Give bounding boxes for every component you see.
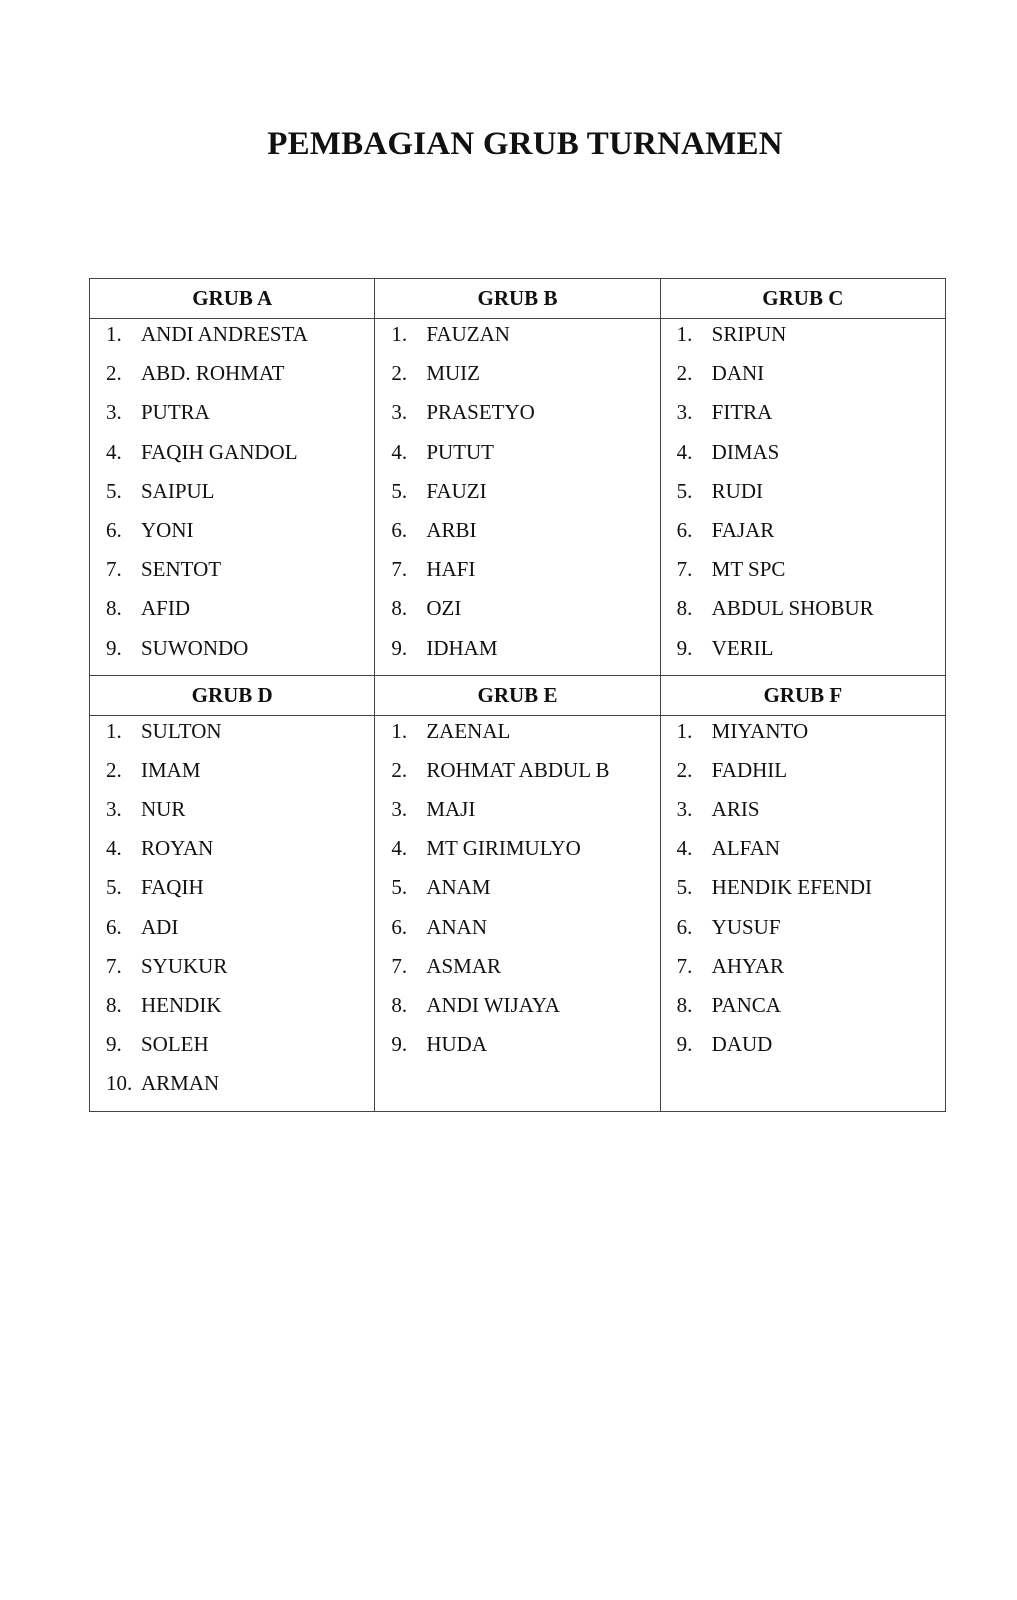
member-item [661, 476, 945, 515]
member-name: MAJI [426, 797, 476, 822]
member-name: HAFI [426, 557, 476, 582]
member-list [375, 716, 659, 1072]
member-list [661, 716, 945, 1072]
member-name: VERIL [711, 635, 774, 660]
member-item [661, 593, 945, 632]
member-item [661, 633, 945, 672]
member-list [90, 319, 374, 675]
member-item [90, 990, 374, 1029]
member-list [661, 319, 945, 675]
member-number: 1. [676, 718, 693, 743]
member-item [375, 912, 659, 951]
member-name: ASMAR [426, 953, 502, 978]
member-number: 1. [106, 322, 122, 346]
member-name: AFID [141, 596, 191, 621]
member-name: ALFAN [711, 836, 781, 861]
member-name: YONI [141, 517, 194, 542]
member-item [375, 990, 659, 1029]
member-number: 2. [391, 361, 408, 386]
member-number: 6. [391, 914, 408, 939]
group-cell [660, 715, 945, 1111]
member-name: MT SPC [711, 557, 786, 582]
member-number: 3. [106, 400, 122, 425]
member-item [661, 515, 945, 554]
member-item [90, 833, 374, 872]
member-number: 4. [106, 836, 122, 861]
member-number: 1. [391, 718, 408, 743]
member-name: IDHAM [426, 635, 498, 660]
member-number: 9. [106, 635, 122, 660]
member-number: 10. [106, 1071, 133, 1096]
member-name: DAUD [711, 1032, 773, 1057]
member-number: 7. [391, 557, 408, 582]
member-name: ARBI [426, 517, 477, 542]
member-name: FAQIH [141, 875, 204, 900]
member-number: 6. [676, 517, 693, 542]
member-name: PRASETYO [426, 400, 535, 425]
member-number: 9. [676, 635, 693, 660]
member-item [90, 593, 374, 632]
member-name: YUSUF [711, 914, 781, 939]
member-item [661, 951, 945, 990]
member-name: SULTON [141, 718, 222, 743]
member-name: PUTUT [426, 439, 494, 464]
group-cell [375, 319, 660, 676]
page-title: PEMBAGIAN GRUB TURNAMEN [267, 126, 783, 162]
member-item [90, 476, 374, 515]
group-header-row [90, 279, 946, 319]
member-number: 6. [391, 517, 408, 542]
member-item [661, 1029, 945, 1068]
member-item [90, 515, 374, 554]
member-name: MT GIRIMULYO [426, 836, 581, 861]
group-members-row [90, 715, 946, 1111]
member-item [661, 397, 945, 436]
member-number: 2. [106, 757, 122, 782]
member-item [375, 951, 659, 990]
member-item [661, 912, 945, 951]
member-name: ROYAN [141, 836, 214, 861]
member-item [661, 554, 945, 593]
member-item [90, 1029, 374, 1068]
member-number: 8. [106, 993, 122, 1017]
member-name: ABD. ROHMAT [141, 361, 285, 386]
member-item [375, 397, 659, 436]
member-name: ANDI ANDRESTA [141, 322, 308, 346]
member-number: 7. [106, 953, 122, 978]
member-name: MIYANTO [711, 718, 809, 743]
member-item [661, 716, 945, 755]
member-number: 2. [676, 361, 693, 386]
member-name: HENDIK EFENDI [711, 875, 873, 900]
member-number: 8. [676, 993, 693, 1017]
group-cell [375, 715, 660, 1111]
member-name: HENDIK [141, 993, 222, 1017]
member-name: SAIPUL [141, 478, 215, 503]
member-item [375, 593, 659, 632]
member-number: 2. [391, 757, 408, 782]
member-item [90, 1068, 374, 1107]
member-item [661, 794, 945, 833]
member-name: SOLEH [141, 1032, 209, 1057]
member-number: 2. [106, 361, 122, 386]
member-number: 4. [106, 439, 122, 464]
member-item [90, 755, 374, 794]
member-number: 4. [391, 439, 408, 464]
member-number: 5. [391, 478, 408, 503]
member-number: 5. [676, 875, 693, 900]
member-list [375, 319, 659, 675]
member-item [375, 437, 659, 476]
member-number: 6. [676, 914, 693, 939]
member-number: 3. [391, 797, 408, 822]
member-number: 8. [391, 596, 408, 621]
member-list [90, 716, 374, 1111]
member-number: 3. [391, 400, 408, 425]
member-number: 1. [676, 322, 693, 346]
member-number: 7. [676, 953, 693, 978]
group-header-row [90, 675, 946, 715]
member-name: ANAM [426, 875, 491, 900]
member-number: 2. [676, 757, 693, 782]
member-item [661, 833, 945, 872]
member-item [90, 912, 374, 951]
group-header: GRUB E [375, 675, 660, 715]
member-number: 6. [106, 517, 122, 542]
member-number: 4. [391, 836, 408, 861]
group-header: GRUB F [660, 675, 945, 715]
member-item [661, 872, 945, 911]
member-name: SUWONDO [141, 635, 249, 660]
member-item [90, 633, 374, 672]
member-name: HUDA [426, 1032, 487, 1057]
member-name: ROHMAT ABDUL B [426, 757, 610, 782]
member-item [90, 397, 374, 436]
member-name: FAQIH GANDOL [141, 439, 298, 464]
member-item [375, 716, 659, 755]
member-item [661, 990, 945, 1029]
group-header: GRUB C [660, 279, 945, 319]
group-members-row [90, 319, 946, 676]
member-item [375, 515, 659, 554]
member-name: ABDUL SHOBUR [711, 596, 874, 621]
member-item [375, 319, 659, 358]
member-name: RUDI [711, 478, 763, 503]
member-item [375, 755, 659, 794]
group-table [89, 278, 946, 1112]
member-name: PUTRA [141, 400, 210, 425]
member-item [375, 1029, 659, 1068]
group-header: GRUB B [375, 279, 660, 319]
member-item [375, 476, 659, 515]
member-number: 1. [391, 322, 408, 346]
group-cell [660, 319, 945, 676]
group-cell [90, 319, 375, 676]
member-number: 7. [391, 953, 408, 978]
member-number: 5. [391, 875, 408, 900]
member-name: SRIPUN [711, 322, 787, 346]
member-number: 7. [106, 557, 122, 582]
member-name: FADHIL [711, 757, 788, 782]
member-number: 1. [106, 718, 122, 743]
member-item [90, 437, 374, 476]
member-item [90, 319, 374, 358]
member-name: MUIZ [426, 361, 480, 386]
member-number: 9. [391, 1032, 408, 1057]
member-name: ANAN [426, 914, 487, 939]
member-item [661, 358, 945, 397]
member-name: ADI [141, 914, 179, 939]
member-name: ARIS [711, 797, 760, 822]
member-number: 8. [676, 596, 693, 621]
member-number: 6. [106, 914, 122, 939]
member-number: 8. [106, 596, 122, 621]
member-item [661, 319, 945, 358]
member-number: 4. [676, 439, 693, 464]
member-item [90, 951, 374, 990]
member-number: 4. [676, 836, 693, 861]
member-item [375, 794, 659, 833]
member-number: 3. [676, 797, 693, 822]
member-name: SYUKUR [141, 953, 228, 978]
member-name: PANCA [711, 993, 781, 1017]
member-item [90, 872, 374, 911]
member-name: FAUZI [426, 478, 487, 503]
member-name: IMAM [141, 757, 201, 782]
member-number: 7. [676, 557, 693, 582]
member-name: ARMAN [141, 1071, 220, 1096]
member-number: 3. [106, 797, 122, 822]
member-name: AHYAR [711, 953, 784, 978]
member-item [375, 872, 659, 911]
member-item [90, 554, 374, 593]
member-name: ANDI WIJAYA [426, 993, 560, 1017]
member-number: 9. [676, 1032, 693, 1057]
member-item [90, 716, 374, 755]
member-number: 5. [106, 478, 122, 503]
member-item [661, 755, 945, 794]
member-name: FITRA [711, 400, 773, 425]
member-item [661, 437, 945, 476]
member-name: NUR [141, 797, 186, 822]
member-number: 5. [676, 478, 693, 503]
member-number: 8. [391, 993, 408, 1017]
member-number: 5. [106, 875, 122, 900]
member-item [375, 833, 659, 872]
member-item [375, 358, 659, 397]
member-item [90, 358, 374, 397]
member-number: 3. [676, 400, 693, 425]
member-item [375, 554, 659, 593]
member-name: ZAENAL [426, 718, 511, 743]
member-name: DANI [711, 361, 765, 386]
member-number: 9. [391, 635, 408, 660]
member-name: FAUZAN [426, 322, 510, 346]
group-cell [90, 715, 375, 1111]
member-name: FAJAR [711, 517, 775, 542]
member-name: DIMAS [711, 439, 780, 464]
member-item [90, 794, 374, 833]
group-header: GRUB D [90, 675, 375, 715]
member-name: SENTOT [141, 557, 222, 582]
member-name: OZI [426, 596, 462, 621]
member-item [375, 633, 659, 672]
member-number: 9. [106, 1032, 122, 1057]
group-header: GRUB A [90, 279, 375, 319]
